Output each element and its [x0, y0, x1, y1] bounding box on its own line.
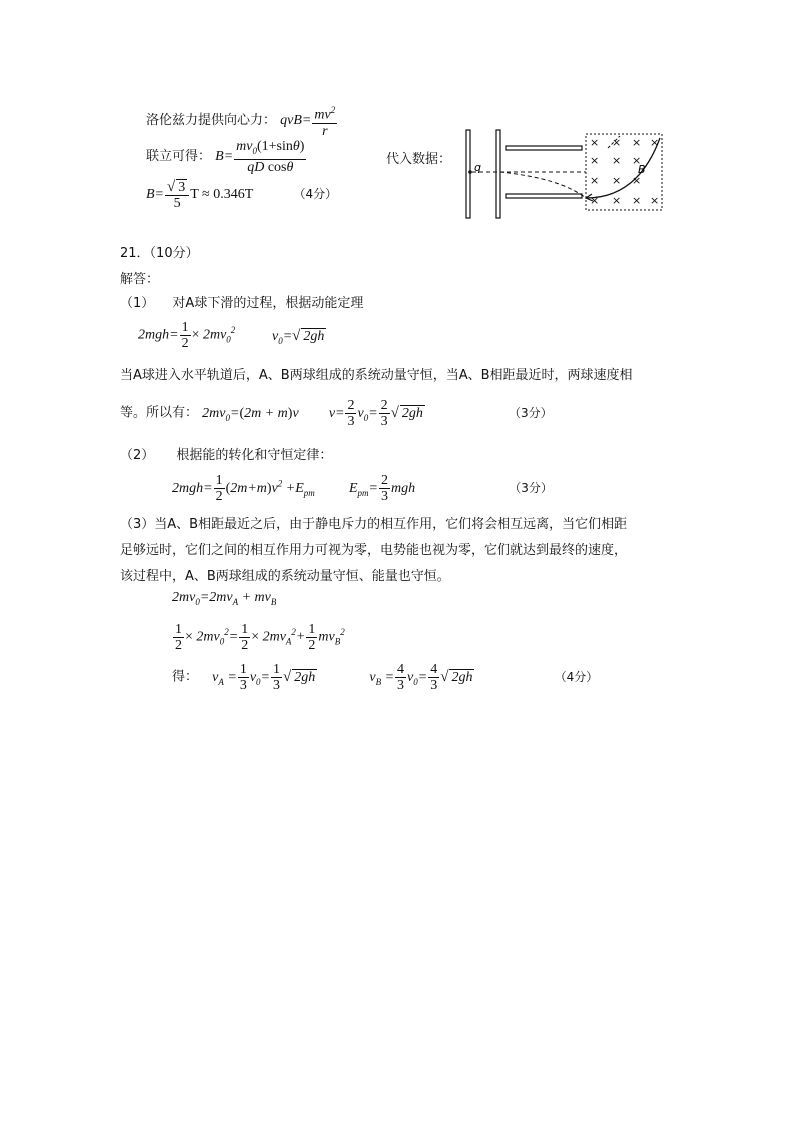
step2-text: 根据能的转化和守恒定律：	[176, 448, 333, 463]
energy-row	[172, 473, 553, 504]
substitute-label: 代入数据：	[386, 152, 452, 167]
field-cross: ×	[590, 154, 600, 167]
result-equation: B= $\frac{√ 3}{5}$ T	[146, 179, 203, 211]
field-cross: ×	[612, 194, 622, 207]
score-1: （3分）	[509, 405, 553, 420]
step1-number: （1）	[120, 296, 155, 311]
score-2: （3分）	[509, 480, 553, 495]
score-3: （4分）	[554, 669, 599, 684]
field-cross: ×	[650, 136, 660, 149]
eq-v0: $v_0=√$ 2gh	[272, 328, 325, 346]
combine-equation: B= $\frac{mv_0(1+\sin\theta)}{\text{qD cosθ}}$	[215, 139, 305, 175]
final-line-1: （3）当A、B相距最近之后，由于静电斥力的相互作用，它们将会相互远离，当它们相距	[120, 517, 628, 532]
field-label: B	[638, 163, 646, 176]
final-line-3: 该过程中，A、B两球组成的系统动量守恒、能量也守恒。	[120, 569, 450, 584]
field-cross: ×	[590, 136, 600, 149]
eq-va: $v_A$ = $\frac{1}{3}$ $v_0=$ $\frac{1}{3}$ √ 2gh	[212, 662, 316, 693]
step2-line	[120, 444, 332, 463]
lorentz-equation: qvB= $\frac{mv^2}{r}$	[280, 105, 336, 139]
left-plates	[466, 130, 500, 218]
final-result-row	[172, 662, 598, 693]
final-line-2: 足够远时，它们之间的相互作用力可视为零，电势能也视为零，它们就达到最终的速度，	[120, 543, 628, 558]
score-part20: （4分）	[293, 187, 338, 202]
field-cross: ×	[612, 136, 622, 149]
combine-line	[146, 139, 307, 175]
step2-number: （2）	[120, 448, 155, 463]
step1-line	[120, 292, 363, 311]
momentum-line-2: 等。所以有：	[120, 405, 199, 421]
field-cross: ×	[632, 194, 642, 207]
momentum-line-1: 当A球进入水平轨道后，A、B两球组成的系统动量守恒，当A、B相距最近时，两球速度相	[120, 368, 633, 383]
step1-text: 对A球下滑的过程，根据动能定理	[172, 296, 364, 311]
momentum-line-2-row	[120, 398, 553, 429]
answer-label: 解答：	[120, 272, 160, 287]
eq-final-momentum: $2mv_0=2mv_A + mv_B$	[172, 590, 277, 607]
charge-dot	[468, 170, 472, 174]
field-cross: ×	[650, 194, 660, 207]
field-cross: ×	[590, 174, 600, 187]
eq-vb: $v_B$ = $\frac{4}{3}$ $v_0=$ $\frac{4}{3}$ √ 2gh	[369, 662, 473, 693]
result-line	[146, 179, 337, 211]
paragraph-final	[120, 512, 680, 590]
charge-label: q	[474, 161, 481, 174]
eq-kinetic-energy: 2mgh= $\frac{1}{2}$ × $2mv_0^2$	[138, 320, 236, 351]
eq-epm: $E_{pm}=$ $\frac{2}{3}$ mgh	[348, 473, 416, 504]
eq-energy: 2mgh= $\frac{1}{2}$ $(2m+m)v^2 +E_{pm}$	[172, 473, 315, 504]
capacitor-field-diagram	[460, 126, 670, 222]
field-cross: ×	[612, 174, 622, 187]
paragraph-momentum	[120, 361, 680, 391]
lorentz-label: 洛伦兹力提供向心力：	[146, 113, 277, 129]
eq-momentum: $2mv_0=(2m + m)v$	[202, 405, 299, 423]
field-cross: ×	[632, 174, 642, 187]
q21-heading: 21．（10分）	[120, 246, 199, 261]
eq-common-velocity: v= $\frac{2}{3}$ $v_0=$ $\frac{2}{3}$ √ 2gh	[328, 398, 423, 429]
lorentz-line	[146, 103, 338, 139]
field-cross: ×	[632, 136, 642, 149]
combine-label: 联立可得：	[146, 149, 212, 165]
field-cross: ×	[612, 154, 622, 167]
field-cross: ×	[590, 194, 600, 207]
result-value: ≈ 0.346T	[202, 187, 254, 203]
field-cross: ×	[632, 154, 642, 167]
eq-final-energy: $\frac{1}{2}$ × $2mv_0^2=$ $\frac{1}{2}$ × $2mv_A^2+$ $\frac{1}{2}$ $mv_B^2$	[175, 622, 345, 653]
de-label: 得：	[172, 669, 199, 685]
